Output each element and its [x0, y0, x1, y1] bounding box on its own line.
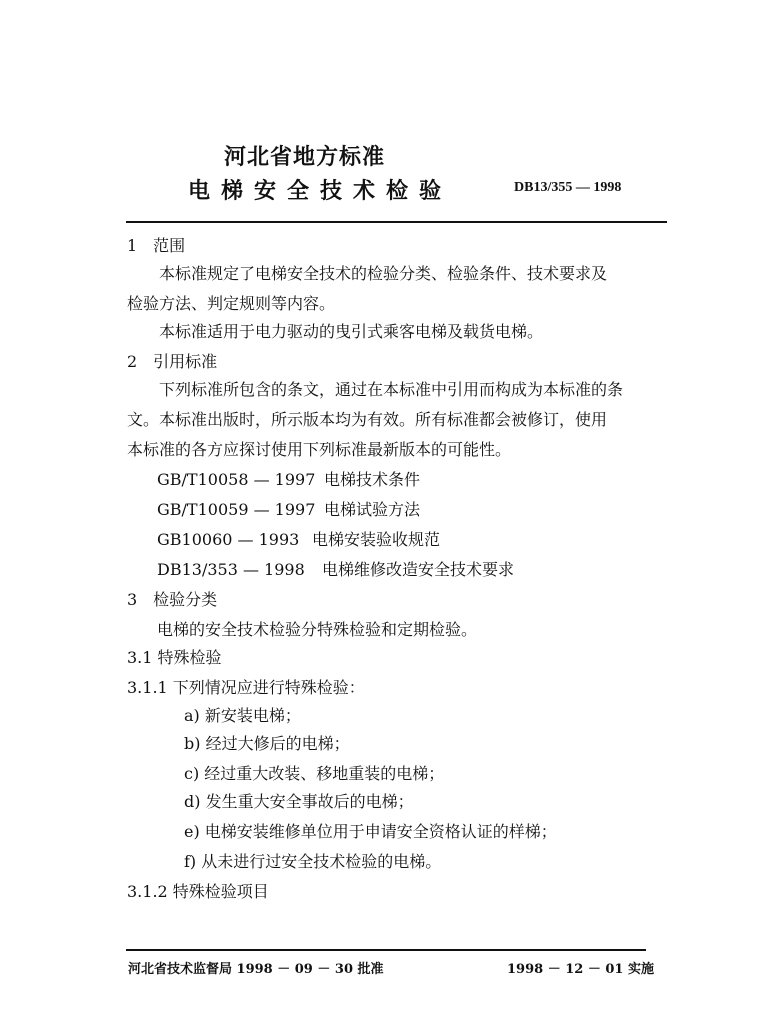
- footer-divider: [126, 949, 646, 951]
- section-3-heading: 3 检验分类: [127, 590, 218, 609]
- section-1-para-1-line-1: 本标准规定了电梯安全技术的检验分类、检验条件、技术要求及: [159, 264, 608, 283]
- reference-code: GB10060 — 1993: [157, 530, 300, 549]
- section-2-para-line-2: 文。本标准出版时，所示版本均为有效。所有标准都会被修订，使用: [127, 410, 608, 429]
- list-item: d) 发生重大安全事故后的电梯；: [184, 792, 414, 811]
- section-2-heading: 2 引用标准: [127, 352, 218, 371]
- reference-title: 电梯技术条件: [324, 470, 421, 489]
- list-item: c) 经过重大改装、移地重装的电梯；: [184, 764, 445, 783]
- list-item: a) 新安装电梯；: [184, 706, 301, 725]
- reference-title: 电梯维修改造安全技术要求: [322, 560, 515, 579]
- reference-title: 电梯安装验收规范: [312, 530, 441, 549]
- section-3-1-heading: 3.1 特殊检验: [127, 648, 222, 667]
- reference-code: DB13/353 — 1998: [157, 560, 305, 579]
- section-1-heading: 1 范围: [127, 236, 186, 255]
- section-1-para-1-line-2: 检验方法、判定规则等内容。: [127, 294, 336, 313]
- section-1-para-2: 本标准适用于电力驱动的曳引式乘客电梯及载货电梯。: [159, 322, 544, 341]
- section-3-para: 电梯的安全技术检验分特殊检验和定期检验。: [157, 620, 478, 639]
- standard-org-title: 河北省地方标准: [224, 144, 386, 170]
- approval-date: 河北省技术监督局 1998 － 09 － 30 批准: [128, 962, 384, 977]
- section-3-1-1-heading: 3.1.1 下列情况应进行特殊检验：: [127, 678, 365, 697]
- reference-code: GB/T10059 — 1997: [157, 500, 316, 519]
- section-3-1-2-heading: 3.1.2 特殊检验项目: [127, 882, 269, 901]
- list-item: f) 从未进行过安全技术检验的电梯。: [184, 852, 442, 871]
- header-divider: [126, 221, 667, 223]
- standard-title: 电梯安全技术检验: [188, 178, 453, 204]
- section-2-para-line-1: 下列标准所包含的条文，通过在本标准中引用而构成为本标准的条: [159, 380, 624, 399]
- effective-date: 1998 － 12 － 01 实施: [507, 962, 654, 977]
- list-item: e) 电梯安装维修单位用于申请安全资格认证的样梯；: [184, 822, 557, 841]
- section-2-para-line-3: 本标准的各方应探讨使用下列标准最新版本的可能性。: [127, 440, 512, 459]
- list-item: b) 经过大修后的电梯；: [184, 734, 350, 753]
- standard-code: DB13/355 — 1998: [514, 180, 622, 195]
- reference-code: GB/T10058 — 1997: [157, 470, 316, 489]
- reference-title: 电梯试验方法: [324, 500, 421, 519]
